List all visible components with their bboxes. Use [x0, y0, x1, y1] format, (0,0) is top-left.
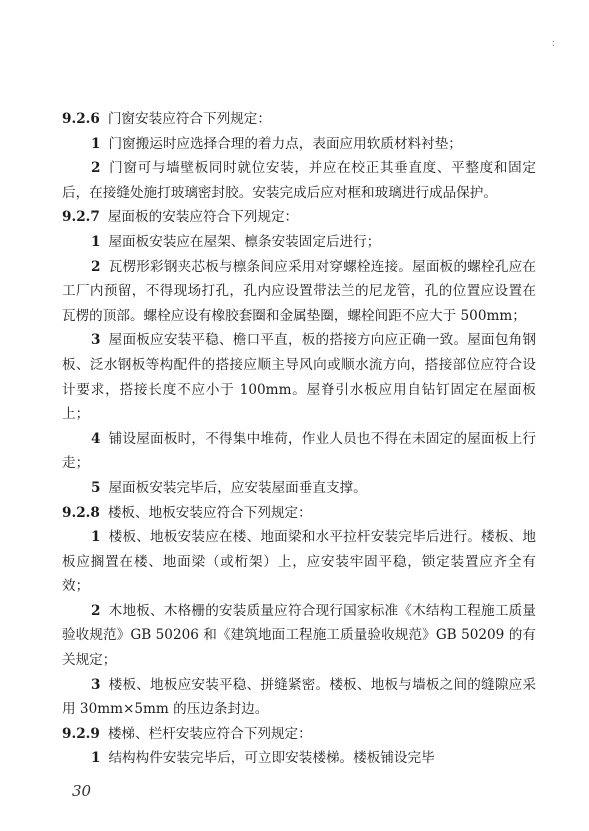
section-9-2-9: [62, 722, 536, 747]
list-item: [62, 599, 536, 673]
item-number: 5: [91, 479, 101, 496]
corner-mark: :: [551, 38, 555, 49]
item-number: 1: [91, 750, 101, 767]
section-9-2-6: [62, 107, 536, 132]
section-number: 9.2.9: [62, 725, 100, 742]
section-text: 门窗安装应符合下列规定：: [107, 111, 271, 127]
item-number: 4: [91, 430, 101, 447]
item-text: 屋面板安装完毕后，应安装屋面垂直支撑。: [108, 479, 367, 496]
item-number: 3: [91, 676, 101, 693]
item-number: 3: [91, 332, 101, 349]
item-text: 屋面板安装应在屋架、檩条安装固定后进行；: [108, 233, 381, 250]
section-9-2-7: [62, 205, 536, 230]
list-item: [62, 673, 536, 722]
item-number: 1: [91, 233, 101, 250]
item-text: 楼板、地板应安装平稳、拼缝紧密。楼板、地板与墙板之间的缝隙应采用 30mm×5mm 的压边条封边。: [62, 676, 536, 718]
list-item: [62, 328, 536, 426]
section-text: 楼板、地板安装应符合下列规定：: [107, 504, 312, 521]
list-item: [62, 525, 536, 599]
item-text: 楼板、地板安装应在楼、地面梁和水平拉杆安装完毕后进行。楼板、地板应搁置在楼、地面梁（或桁架）上，应安装牢固平稳，锁定装置应齐全有效；: [62, 529, 536, 595]
section-number: 9.2.8: [62, 504, 100, 521]
section-9-2-8: [62, 501, 536, 526]
item-text: 屋面板应安装平稳、檐口平直，板的搭接方向应正确一致。屋面包角钢板、泛水钢板等构配件的搭接应顺主导风向或顺水流方向，搭接部位应符合设计要求，搭接长度不应小于 100mm。屋脊引水板应用自钻钉固定在屋面板上；: [62, 332, 536, 423]
list-item: [62, 230, 536, 255]
item-text: 结构构件安装完毕后，可立即安装楼梯。楼板铺设完毕: [108, 750, 435, 767]
item-text: 铺设屋面板时，不得集中堆荷，作业人员也不得在未固定的屋面板上行走；: [62, 430, 536, 472]
list-item: [62, 746, 536, 771]
item-number: 2: [91, 602, 101, 619]
item-text: 门窗可与墙壁板同时就位安装，并应在校正其垂直度、平整度和固定后，在接缝处施打玻璃密封胶。安装完成后应对框和玻璃进行成品保护。: [62, 160, 536, 201]
item-text: 瓦楞形彩钢夹芯板与檩条间应采用对穿螺栓连接。屋面板的螺栓孔应在工厂内预留，不得现场打孔，孔内应设置带法兰的尼龙管，孔的位置应设置在瓦楞的顶部。螺栓应设有橡胶套圈和金属垫圈，螺栓间距不应大于 500mm；: [62, 258, 536, 324]
item-number: 2: [91, 160, 101, 177]
list-item: [62, 427, 536, 476]
body-text: [62, 107, 536, 771]
list-item: [62, 255, 536, 329]
section-number: 9.2.7: [62, 209, 100, 226]
item-number: 1: [91, 135, 101, 152]
item-number: 2: [91, 258, 101, 275]
page-number: 30: [72, 782, 92, 800]
list-item: [62, 476, 536, 501]
item-number: 1: [91, 529, 101, 546]
section-number: 9.2.6: [62, 111, 100, 127]
list-item: [62, 132, 536, 157]
section-text: 楼梯、栏杆安装应符合下列规定：: [107, 725, 312, 742]
section-text: 屋面板的安装应符合下列规定：: [107, 209, 299, 226]
item-text: 门窗搬运时应选择合理的着力点，表面应用软质材料衬垫；: [108, 135, 462, 152]
list-item: [62, 156, 536, 205]
item-text: 木地板、木格栅的安装质量应符合现行国家标准《木结构工程施工质量验收规范》GB 50206 和《建筑地面工程施工质量验收规范》GB 50209 的有关规定；: [62, 602, 536, 669]
